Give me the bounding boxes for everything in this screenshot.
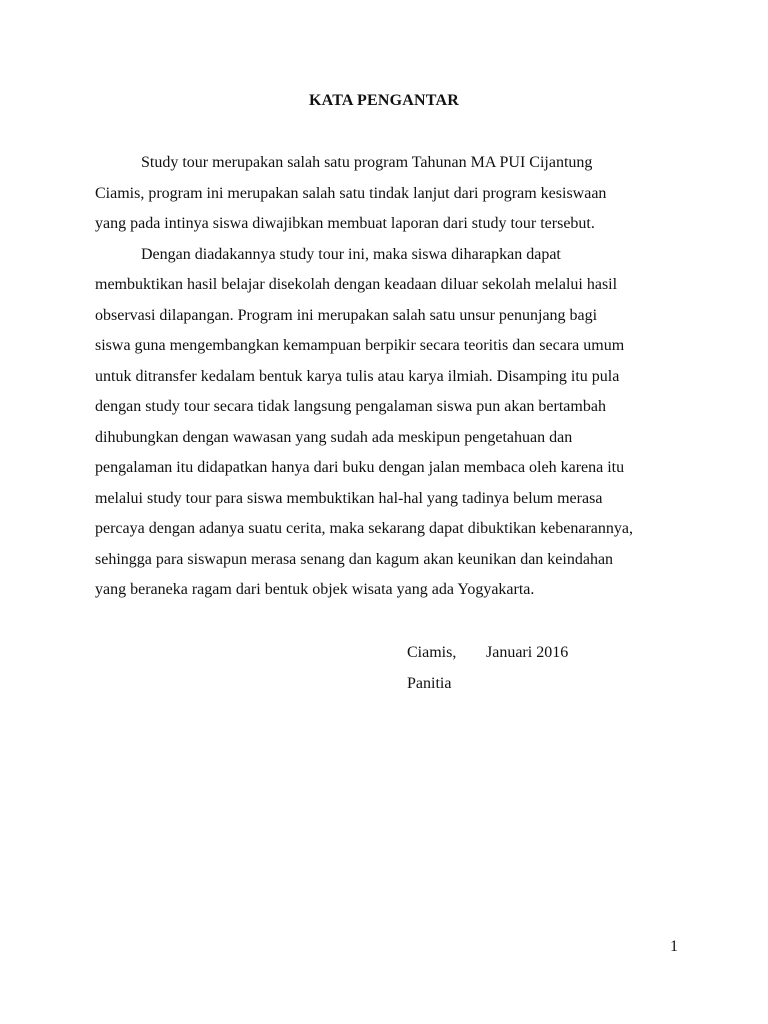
- paragraph-2-line-7: dihubungkan dengan wawasan yang sudah ada meskipun pengetahuan dan: [95, 428, 573, 446]
- paragraph-1-line-3: yang pada intinya siswa diwajibkan membuat laporan dari study tour tersebut.: [95, 215, 595, 232]
- paragraph-2-line-4: siswa guna mengembangkan kemampuan berpikir secara teoritis dan secara umum: [95, 337, 625, 354]
- document-body: [95, 148, 695, 606]
- paragraph-2-line-9: melalui study tour para siswa membuktikan hal-hal yang tadinya belum merasa: [95, 489, 603, 507]
- paragraph-2-line-2: membuktikan hasil belajar disekolah dengan keadaan diluar sekolah melalui hasil: [95, 276, 618, 293]
- signature-place-date: [407, 637, 568, 668]
- paragraph-2-line-6: dengan study tour secara tidak langsung pengalaman siswa pun akan bertambah: [95, 398, 606, 415]
- paragraph-2-line-10: percaya dengan adanya suatu cerita, maka sekarang dapat dibuktikan kebenarannya,: [95, 520, 633, 537]
- paragraph-2-line-11: sehingga para siswapun merasa senang dan kagum akan keunikan dan keindahan: [95, 550, 614, 568]
- signature-date: Januari 2016: [486, 644, 569, 661]
- paragraph-1-line-1: Study tour merupakan salah satu program Tahunan MA PUI Cijantung: [141, 154, 593, 171]
- page-number: 1: [670, 938, 678, 955]
- paragraph-2-line-5: untuk ditransfer kedalam bentuk karya tulis atau karya ilmiah. Disamping itu pula: [95, 367, 620, 385]
- paragraph-2-line-8: pengalaman itu didapatkan hanya dari buku dengan jalan membaca oleh karena itu: [95, 459, 625, 476]
- paragraph-1-line-2: Ciamis, program ini merupakan salah satu tindak lanjut dari program kesiswaan: [95, 184, 607, 202]
- paragraph-2-line-1: Dengan diadakannya study tour ini, maka siswa diharapkan dapat: [141, 245, 561, 263]
- signature-name: Panitia: [407, 675, 452, 692]
- signature-place: Ciamis,: [407, 644, 457, 661]
- paragraph-2-line-3: observasi dilapangan. Program ini merupakan salah satu unsur penunjang bagi: [95, 306, 598, 324]
- signature-block: [407, 637, 568, 699]
- paragraph-2-line-12: yang beraneka ragam dari bentuk objek wisata yang ada Yogyakarta.: [95, 581, 535, 598]
- page-title: KATA PENGANTAR: [309, 92, 459, 109]
